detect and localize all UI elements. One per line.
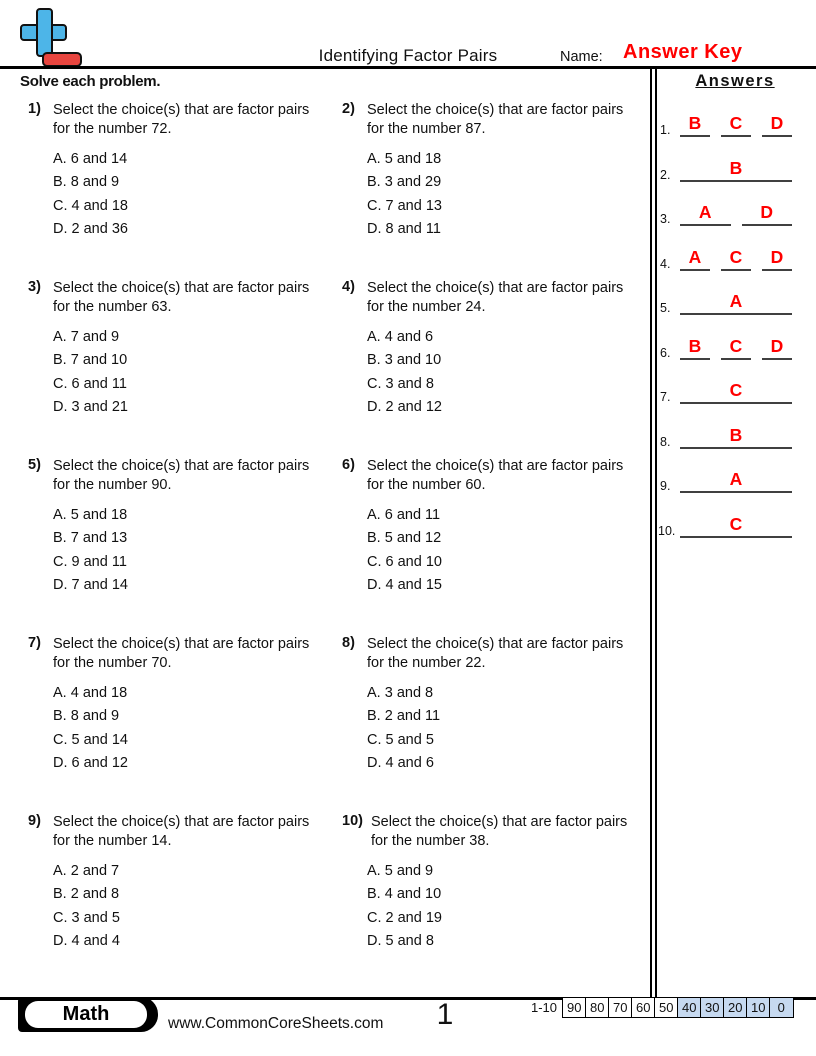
question-prompt: Select the choice(s) that are factor pairs for the number 87.	[367, 102, 624, 137]
choice-b: B. 4 and 10	[367, 886, 442, 903]
answer-row-5	[658, 291, 798, 315]
score-cell: 30	[700, 997, 725, 1018]
question-prompt: Select the choice(s) that are factor pairs for the number 72.	[53, 102, 310, 137]
question-number: 7)	[28, 635, 41, 651]
question-prompt: Select the choice(s) that are factor pairs for the number 60.	[367, 458, 624, 493]
answers-divider	[650, 67, 657, 997]
choice-c: C. 2 and 19	[367, 909, 442, 926]
answer-letter: A	[729, 291, 743, 311]
answer-blank	[721, 113, 751, 137]
answer-letter: D	[760, 202, 774, 222]
answer-blank	[680, 380, 792, 404]
question-4	[342, 279, 647, 420]
question-5	[28, 457, 333, 598]
choice-a: A. 4 and 18	[53, 685, 128, 701]
answer-row-3	[658, 202, 798, 226]
answer-blank	[721, 336, 751, 360]
choice-a: A. 5 and 9	[367, 863, 434, 879]
choice-d: D. 4 and 6	[367, 755, 434, 772]
answer-blank	[762, 336, 792, 360]
answer-letter: B	[688, 336, 702, 356]
answer-blank	[680, 158, 792, 182]
answer-row-10	[658, 514, 798, 538]
question-number: 9)	[28, 813, 41, 829]
choice-d: D. 5 and 8	[367, 933, 434, 950]
choice-b: B. 7 and 13	[53, 530, 128, 547]
question-number: 8)	[342, 635, 355, 651]
answer-letter: B	[729, 158, 743, 178]
question-number: 10)	[342, 813, 363, 829]
answer-number: 6.	[660, 346, 671, 360]
answer-row-8	[658, 425, 798, 449]
answer-letter: C	[729, 336, 743, 356]
answer-number: 1.	[660, 123, 671, 137]
page-title: Identifying Factor Pairs	[318, 46, 498, 65]
question-10	[342, 813, 647, 954]
answer-letter: B	[729, 425, 743, 445]
answer-number: 4.	[660, 257, 671, 271]
choice-d: D. 7 and 14	[53, 577, 128, 594]
question-number: 5)	[28, 457, 41, 473]
score-cell: 10	[746, 997, 771, 1018]
page-number: 1	[436, 998, 454, 1031]
header-divider	[0, 66, 816, 69]
choice-a: A. 3 and 8	[367, 685, 434, 701]
name-label: Name:	[560, 49, 603, 65]
answer-row-2	[658, 158, 798, 182]
choice-b: B. 2 and 8	[53, 886, 120, 903]
question-prompt: Select the choice(s) that are factor pairs for the number 24.	[367, 280, 624, 315]
answer-row-9	[658, 469, 798, 493]
answer-letter: C	[729, 514, 743, 534]
question-8	[342, 635, 647, 776]
choice-d: D. 6 and 12	[53, 755, 128, 772]
choice-a: A. 7 and 9	[53, 329, 120, 345]
answer-blank	[680, 291, 792, 315]
answer-letter: A	[729, 469, 743, 489]
answer-letter: D	[770, 247, 784, 267]
choice-a: A. 6 and 11	[367, 507, 441, 523]
question-number: 4)	[342, 279, 355, 295]
choice-c: C. 7 and 13	[367, 197, 442, 214]
choice-a: A. 5 and 18	[367, 151, 442, 167]
choice-b: B. 7 and 10	[53, 352, 128, 369]
answer-letter: A	[688, 247, 702, 267]
question-number: 3)	[28, 279, 41, 295]
choice-c: C. 4 and 18	[53, 197, 128, 214]
answer-row-6	[658, 336, 798, 360]
answer-blank	[762, 113, 792, 137]
answer-key-text: Answer Key	[623, 41, 743, 63]
answer-blank	[680, 425, 792, 449]
score-cell: 50	[654, 997, 679, 1018]
choice-a: A. 6 and 14	[53, 151, 128, 167]
choice-d: D. 4 and 15	[367, 577, 442, 594]
score-range-label: 1-10	[531, 1000, 558, 1015]
question-prompt: Select the choice(s) that are factor pairs for the number 14.	[53, 814, 310, 849]
choice-d: D. 3 and 21	[53, 399, 128, 416]
answer-number: 9.	[660, 479, 671, 493]
instructions-text: Solve each problem.	[20, 73, 161, 90]
answer-blank	[680, 247, 710, 271]
choice-c: C. 6 and 10	[367, 553, 442, 570]
question-2	[342, 101, 647, 242]
choice-a: A. 5 and 18	[53, 507, 128, 523]
question-1	[28, 101, 333, 242]
plus-icon-center	[38, 26, 51, 39]
choice-c: C. 3 and 5	[53, 909, 120, 926]
choice-b: B. 8 and 9	[53, 174, 120, 191]
choice-a: A. 2 and 7	[53, 863, 120, 879]
answer-number: 5.	[660, 301, 671, 315]
answer-blank	[742, 202, 793, 226]
answer-letter: A	[698, 202, 712, 222]
answer-letter: C	[729, 113, 743, 133]
answer-number: 2.	[660, 168, 671, 182]
answer-number: 7.	[660, 390, 671, 404]
answer-letter: D	[770, 113, 784, 133]
score-cell: 40	[677, 997, 702, 1018]
choice-a: A. 4 and 6	[367, 329, 434, 345]
answer-row-1	[658, 113, 798, 137]
choice-b: B. 3 and 10	[367, 352, 442, 369]
answer-blank	[680, 469, 792, 493]
question-3	[28, 279, 333, 420]
answer-blank	[680, 202, 731, 226]
question-prompt: Select the choice(s) that are factor pairs for the number 63.	[53, 280, 310, 315]
question-7	[28, 635, 333, 776]
choice-c: C. 5 and 5	[367, 731, 434, 748]
answer-number: 10.	[658, 524, 676, 538]
score-cell: 90	[562, 997, 587, 1018]
choice-c: C. 6 and 11	[53, 375, 127, 392]
choice-b: B. 3 and 29	[367, 174, 442, 191]
answer-blank	[721, 247, 751, 271]
question-6	[342, 457, 647, 598]
question-number: 1)	[28, 101, 41, 117]
choice-d: D. 8 and 11	[367, 221, 441, 238]
question-prompt: Select the choice(s) that are factor pairs for the number 70.	[53, 636, 310, 671]
answer-letter: C	[729, 247, 743, 267]
answer-blank	[680, 514, 792, 538]
choice-b: B. 5 and 12	[367, 530, 442, 547]
choice-c: C. 5 and 14	[53, 731, 128, 748]
score-cell: 0	[769, 997, 794, 1018]
question-prompt: Select the choice(s) that are factor pairs for the number 22.	[367, 636, 624, 671]
score-cell: 80	[585, 997, 610, 1018]
website-link: www.CommonCoreSheets.com	[168, 1015, 384, 1032]
choice-c: C. 3 and 8	[367, 375, 434, 392]
choice-d: D. 2 and 12	[367, 399, 442, 416]
answer-row-7	[658, 380, 798, 404]
question-number: 6)	[342, 457, 355, 473]
answer-blank	[680, 113, 710, 137]
answer-letter: D	[770, 336, 784, 356]
question-prompt: Select the choice(s) that are factor pairs for the number 90.	[53, 458, 310, 493]
question-number: 2)	[342, 101, 355, 117]
answer-row-4	[658, 247, 798, 271]
answer-number: 3.	[660, 212, 671, 226]
score-cell: 20	[723, 997, 748, 1018]
answer-blank	[680, 336, 710, 360]
subject-badge-label: Math	[25, 1001, 147, 1028]
score-table	[531, 997, 794, 1018]
subject-badge	[18, 997, 158, 1032]
score-cell: 60	[631, 997, 656, 1018]
answer-letter: C	[729, 380, 743, 400]
question-9	[28, 813, 333, 954]
answer-number: 8.	[660, 435, 671, 449]
choice-b: B. 8 and 9	[53, 708, 120, 725]
choice-b: B. 2 and 11	[367, 708, 441, 725]
answer-blank	[762, 247, 792, 271]
score-cell: 70	[608, 997, 633, 1018]
question-prompt: Select the choice(s) that are factor pairs for the number 38.	[370, 814, 628, 849]
choice-d: D. 2 and 36	[53, 221, 128, 238]
choice-d: D. 4 and 4	[53, 933, 120, 950]
answer-letter: B	[688, 113, 702, 133]
choice-c: C. 9 and 11	[53, 553, 127, 570]
answers-title: Answers	[695, 72, 775, 90]
